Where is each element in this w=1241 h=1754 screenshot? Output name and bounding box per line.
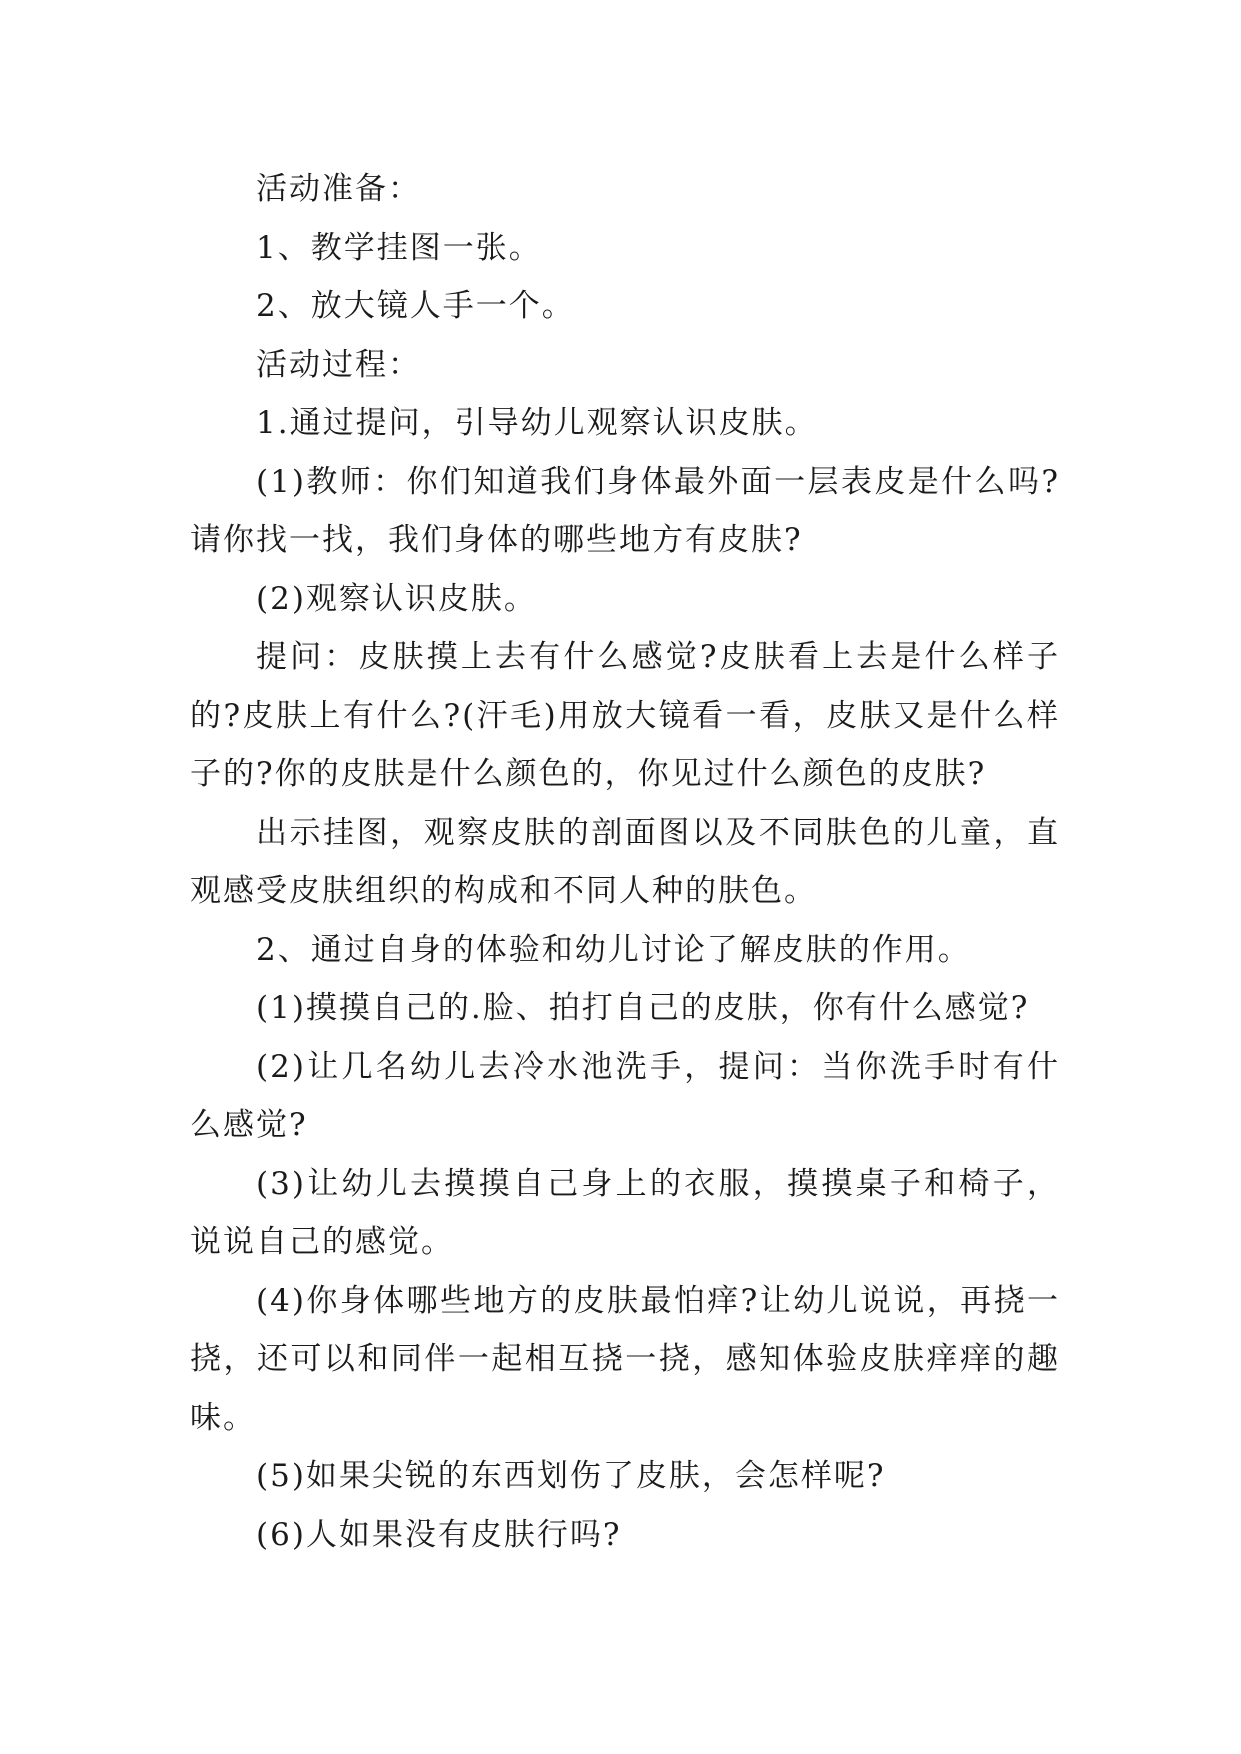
document-body [190, 160, 1060, 1564]
paragraph-show-chart: 出示挂图，观察皮肤的剖面图以及不同肤色的儿童，直观感受皮肤组织的构成和不同人种的肤色。 [190, 814, 1060, 909]
paragraph-process-step-2: 2、通过自身的体验和幼儿讨论了解皮肤的作用。 [256, 931, 971, 968]
paragraph-step-2-sub-5: (5)如果尖锐的东西划伤了皮肤，会怎样呢? [256, 1458, 886, 1494]
paragraph-step-2-sub-3: (3)让幼儿去摸摸自己身上的衣服，摸摸桌子和椅子，说说自己的感觉。 [190, 1165, 1060, 1260]
paragraph-preparation-item-2: 2、放大镜人手一个。 [256, 288, 575, 324]
paragraph-process-step-1: 1.通过提问，引导幼儿观察认识皮肤。 [256, 405, 818, 441]
paragraph-step-1-sub-2: (2)观察认识皮肤。 [256, 580, 537, 617]
paragraph-questions: 提问：皮肤摸上去有什么感觉?皮肤看上去是什么样子的?皮肤上有什么?(汗毛)用放大镜看一看，皮肤又是什么样子的?你的皮肤是什么颜色的，你见过什么颜色的皮肤? [190, 639, 1060, 792]
paragraph-step-1-sub-1: (1)教师：你们知道我们身体最外面一层表皮是什么吗?请你找一找，我们身体的哪些地方有皮肤? [190, 463, 1060, 558]
paragraph-activity-process-heading: 活动过程： [256, 346, 421, 383]
paragraph-step-2-sub-4: (4)你身体哪些地方的皮肤最怕痒?让幼儿说说，再挠一挠，还可以和同伴一起相互挠一挠，感知体验皮肤痒痒的趣味。 [190, 1282, 1060, 1436]
paragraph-step-2-sub-6: (6)人如果没有皮肤行吗? [256, 1516, 622, 1553]
paragraph-preparation-item-1: 1、教学挂图一张。 [256, 229, 542, 266]
paragraph-step-2-sub-2: (2)让几名幼儿去冷水池洗手，提问：当你洗手时有什么感觉? [190, 1048, 1060, 1143]
paragraph-step-2-sub-1: (1)摸摸自己的.脸、拍打自己的皮肤，你有什么感觉? [256, 990, 1030, 1026]
paragraph-activity-preparation-heading: 活动准备： [256, 171, 421, 207]
